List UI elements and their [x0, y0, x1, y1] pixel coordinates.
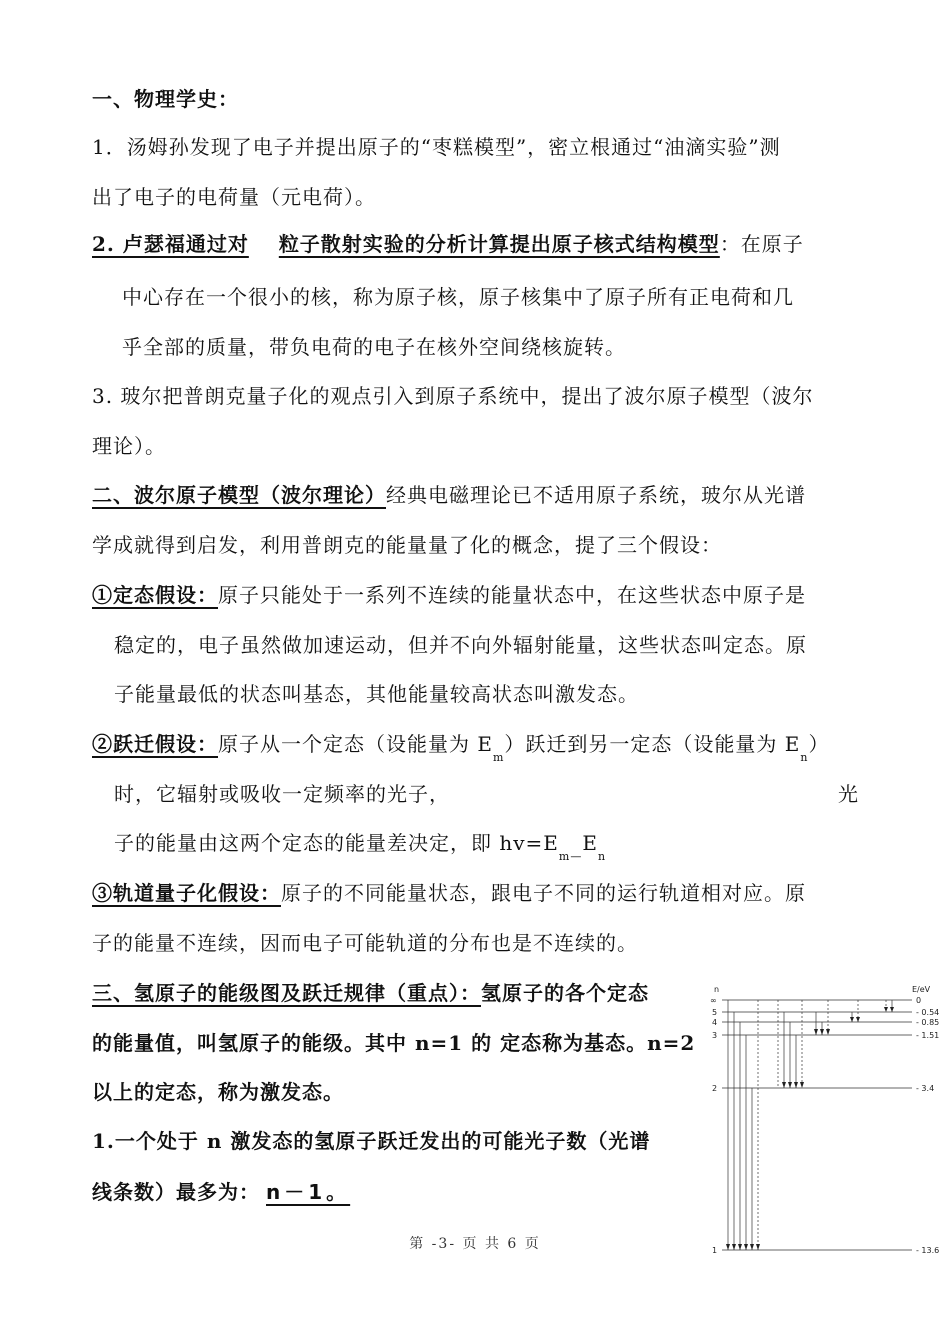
section2-heading: 二、波尔原子模型（波尔理论）: [92, 483, 386, 507]
postulate3-line1: [92, 878, 872, 908]
level-e-5: - 0.54: [916, 1008, 940, 1017]
arrowheads-n2: [782, 1082, 804, 1088]
level-n-3: 3: [712, 1031, 718, 1040]
axis-n-label: n: [714, 985, 720, 994]
rule1-line1: 1.一个处于 n 激发态的氢原子跃迁发出的可能光子数（光谱: [92, 1129, 651, 1153]
transitions-to-n1: [728, 1000, 758, 1250]
section2-heading-tail: 经典电磁理论已不适用原子系统，玻尔从光谱: [386, 483, 806, 507]
level-e-3: - 1.51: [916, 1031, 940, 1040]
item2-tail: ：在原子: [719, 232, 804, 256]
postulate2-line1: [92, 729, 872, 763]
postulate1-text: 原子只能处于一系列不连续的能量状态中，在这些状态中原子是: [218, 583, 806, 607]
subscript-m2: m: [558, 850, 571, 863]
section1-item3-line1: 3. 玻尔把普朗克量子化的观点引入到原子系统中，提出了波尔原子模型（波尔: [92, 384, 814, 408]
level-e-2: - 3.4: [916, 1084, 935, 1093]
level-n-2: 2: [712, 1084, 718, 1093]
postulate3-line2: 子的能量不连续，因而电子可能轨道的分布也是不连续的。: [92, 931, 638, 955]
section3-heading-line: [92, 978, 692, 1008]
section2-line2: 学成就得到启发，利用普朗克的能量量了化的概念，提了三个假设：: [92, 533, 722, 557]
postulate2-line3-text: 子的能量由这两个定态的能量差决定，即 hv=E: [114, 831, 559, 855]
transitions-to-n5: [886, 1000, 892, 1012]
level-e-1: - 13.6: [916, 1246, 940, 1255]
rule1-line2: [92, 1177, 692, 1207]
subscript-m: m: [492, 751, 505, 764]
section3-heading: 三、氢原子的能级图及跃迁规律（重点）：: [92, 981, 481, 1005]
postulate1-line1: [92, 580, 872, 610]
section1-item1-line2: 出了电子的电荷量（元电荷）。: [92, 185, 376, 209]
postulate1-line3: 子能量最低的状态叫基态，其他能量较高状态叫激发态。: [114, 682, 639, 706]
section1-item2-line2: 中心存在一个很小的核，称为原子核，原子核集中了原子所有正电荷和几: [122, 285, 794, 309]
arrowheads-n5: [884, 1007, 894, 1012]
rule1-prefix: 线条数）最多为：: [92, 1180, 260, 1204]
level-n-1: 1: [712, 1246, 718, 1255]
subscript-n: n: [800, 751, 809, 764]
item2-bold: 粒子散射实验的分析计算提出原子核式结构模型: [278, 232, 720, 256]
section1-heading: 一、物理学史：: [92, 87, 239, 111]
level-e-inf: 0: [916, 996, 922, 1005]
section3-heading-tail: 氢原子的各个定态: [481, 981, 649, 1005]
postulate2-text-b: ）跃迁到另一定态（设能量为 E: [504, 732, 801, 756]
level-e-4: - 0.85: [916, 1018, 940, 1027]
section1-item2-line3: 乎全部的质量，带负电荷的电子在核外空间绕核旋转。: [122, 335, 626, 359]
rule1-answer: n－1。: [266, 1180, 351, 1204]
postulate3-text: 原子的不同能量状态，跟电子不同的运行轨道相对应。原: [281, 881, 806, 905]
level-n-inf: ∞: [710, 996, 717, 1005]
level-n-5: 5: [712, 1008, 718, 1017]
section1-item1-line1: 1．汤姆孙发现了电子并提出原子的“枣糕模型”，密立根通过“油滴实验”测: [92, 135, 781, 159]
section1-item3-line2: 理论）。: [92, 434, 166, 458]
level-n-4: 4: [712, 1018, 718, 1027]
section3-line2: 的能量值，叫氢原子的能级。其中 n=1 的 定态称为基态。n=2: [92, 1031, 696, 1055]
postulate2-line3: [114, 828, 894, 862]
postulate2-text-c: ）: [808, 732, 830, 756]
postulate2-line2-right: 光: [838, 782, 859, 806]
postulate2-line2: 时，它辐射或吸收一定频率的光子，: [114, 782, 450, 806]
transitions-to-n2: [778, 1000, 802, 1088]
postulate2-text-a: 原子从一个定态（设能量为 E: [218, 732, 493, 756]
subscript-dash: —: [570, 850, 583, 863]
item2-prefix: 2. 卢瑟福通过对: [92, 232, 249, 256]
postulate2-label: ②跃迁假设：: [92, 732, 218, 756]
postulate1-line2: 稳定的，电子虽然做加速运动，但并不向外辐射能量，这些状态叫定态。原: [114, 633, 807, 657]
axis-e-label: E/eV: [912, 985, 931, 994]
subscript-n2: n: [597, 850, 607, 863]
arrowheads-n3: [814, 1029, 830, 1035]
section2-heading-line: [92, 480, 872, 510]
section3-line3: 以上的定态，称为激发态。: [92, 1080, 344, 1104]
arrowheads-n4: [850, 1017, 860, 1022]
energy-e-n: E: [582, 831, 598, 855]
postulate3-label: ③轨道量子化假设：: [92, 881, 281, 905]
section1-item2-line1: [92, 229, 872, 259]
page-footer: 第 -3- 页 共 6 页: [409, 1236, 541, 1252]
postulate1-label: ①定态假设：: [92, 583, 218, 607]
